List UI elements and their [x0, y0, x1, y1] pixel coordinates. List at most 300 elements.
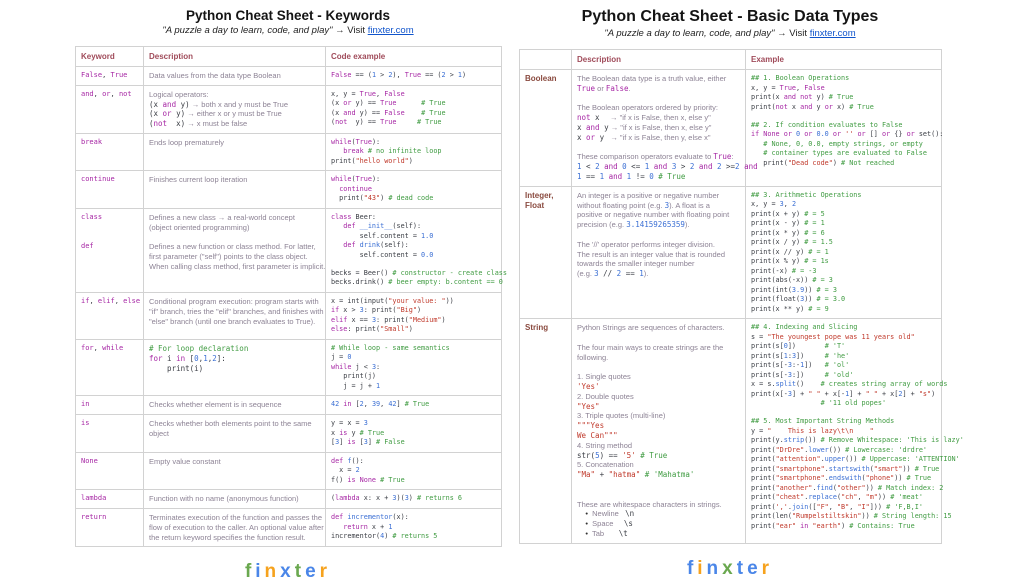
text-segment: String — [525, 323, 549, 333]
text-segment: without floating point (e.g. — [577, 200, 665, 210]
text-segment: not — [153, 119, 168, 129]
text-segment: >= — [721, 162, 736, 172]
text-segment: # True — [828, 93, 854, 101]
text-segment: Defines a new function or class method. For latter, — [149, 242, 316, 252]
text-line — [149, 429, 320, 439]
text-segment: ) — [384, 532, 393, 541]
text-segment: ( — [331, 494, 336, 503]
text-line — [331, 213, 496, 223]
text-segment: and — [81, 89, 94, 98]
text-segment: ). — [684, 220, 690, 230]
text-segment: print(s[- — [751, 361, 788, 370]
text-segment: or — [832, 130, 842, 138]
text-segment: Python Strings are sequences of characters. — [577, 323, 725, 333]
text-segment: + x[- — [820, 389, 846, 398]
text-line — [577, 421, 740, 431]
text-segment: break — [81, 137, 103, 146]
text-line — [577, 500, 740, 510]
text-line — [577, 460, 740, 470]
table-row — [76, 85, 502, 133]
text-segment: , — [857, 493, 866, 502]
text-segment: . — [824, 464, 829, 473]
text-segment: continue — [339, 184, 372, 193]
text-segment: print(s[ — [751, 342, 784, 351]
text-segment: # Match index: 2 — [877, 483, 944, 492]
text-segment: def — [81, 242, 94, 251]
text-segment: 2 — [616, 269, 622, 279]
text-line — [149, 297, 320, 307]
text-segment: x — [331, 428, 340, 437]
data-types-table — [519, 49, 964, 544]
text-segment: # True — [906, 474, 932, 483]
text-segment: \t — [618, 529, 628, 538]
text-segment: ( — [861, 474, 866, 483]
text-segment: )) — [902, 464, 915, 473]
text-segment: '' — [845, 130, 854, 138]
text-segment: • — [577, 519, 593, 529]
text-segment: 3 — [594, 269, 599, 279]
text-segment: ). A float is a — [669, 200, 710, 210]
text-segment: ( — [836, 493, 842, 502]
text-segment: ) — [416, 306, 422, 315]
text-segment — [751, 140, 763, 148]
text-segment: becks = Beer() — [331, 268, 393, 277]
table-header-row — [76, 47, 502, 67]
text-segment: , — [783, 200, 792, 209]
text-segment: or — [857, 130, 866, 138]
text-segment: print( — [751, 464, 776, 473]
text-segment: set(): — [914, 130, 944, 138]
text-segment: # 'ol' — [824, 361, 850, 370]
text-segment: Float — [525, 200, 545, 210]
kw-cell — [76, 415, 144, 453]
text-segment: if — [81, 296, 90, 305]
text-segment: x = int(input( — [331, 296, 389, 305]
text-segment: 4. String method — [577, 440, 633, 450]
text-segment — [751, 149, 763, 157]
text-segment: elif — [331, 315, 348, 324]
text-segment: () — [796, 380, 821, 389]
code-cell — [326, 339, 502, 396]
text-segment: "ch" — [841, 493, 858, 502]
text-segment: lower — [808, 445, 829, 454]
text-segment: print(s[ — [751, 351, 784, 360]
text-line — [81, 242, 138, 252]
text-segment: '5' — [622, 450, 636, 460]
text-line — [331, 297, 496, 307]
text-segment: 1 — [203, 353, 208, 363]
text-segment: str( — [577, 450, 596, 460]
text-segment: print(x[- — [751, 389, 788, 398]
text-line — [751, 238, 936, 248]
code-cell — [326, 171, 502, 209]
text-segment: 3 — [392, 494, 397, 503]
text-segment: • — [577, 509, 593, 519]
text-segment: in — [81, 400, 90, 409]
text-segment: : print( — [363, 306, 397, 315]
text-segment: while — [331, 362, 352, 371]
text-segment: 3. Triple quotes (multi-line) — [577, 411, 666, 421]
text-segment: becks.drink() — [331, 278, 389, 287]
text-line — [331, 316, 496, 326]
text-segment: )) — [877, 493, 891, 502]
text-segment: print( — [751, 493, 776, 502]
text-segment: 1 — [626, 171, 632, 181]
text-segment: # returns 6 — [416, 494, 462, 503]
text-line — [81, 175, 138, 185]
text-segment: , — [207, 353, 213, 363]
text-line — [577, 210, 740, 220]
code-cell — [326, 85, 502, 133]
text-segment: These comparison operators evaluate to — [577, 152, 714, 162]
text-segment: ()) — [804, 436, 821, 445]
desc-cell — [144, 67, 326, 86]
text-line — [331, 419, 496, 429]
text-segment: y) == — [351, 99, 381, 108]
text-segment: ( — [832, 483, 837, 492]
desc-cell — [572, 70, 758, 187]
text-segment — [751, 399, 821, 407]
logo-letter: x — [280, 561, 295, 583]
text-segment: (self): — [380, 241, 409, 250]
text-segment: print(i) — [149, 363, 204, 373]
text-segment: j = j + — [331, 381, 377, 390]
text-segment: 2 — [359, 400, 364, 409]
text-segment: Empty value constant — [149, 456, 221, 466]
text-segment: False — [81, 71, 103, 79]
text-segment: strip — [783, 436, 805, 445]
text-segment: # = 1.5 — [804, 238, 833, 247]
text-line — [577, 84, 740, 94]
code-cell — [326, 292, 502, 339]
text-segment: __init__ — [359, 222, 393, 231]
text-segment: , — [198, 353, 204, 363]
text-segment: # True — [380, 475, 405, 484]
text-line — [149, 317, 320, 327]
text-segment: # = 6 — [804, 228, 825, 237]
text-segment: x == — [347, 315, 372, 324]
desc-cell — [144, 396, 326, 415]
text-segment: and — [608, 171, 623, 181]
text-segment: return — [343, 522, 368, 531]
text-segment: y — [595, 132, 605, 142]
label-cell — [520, 186, 572, 319]
text-segment: Tab — [592, 529, 619, 538]
text-segment: )) — [804, 295, 817, 304]
text-segment: x, y = — [751, 83, 780, 92]
text-segment: following. — [577, 352, 609, 362]
text-segment: 4 — [380, 532, 385, 541]
table-header-row — [520, 50, 942, 70]
text-line — [577, 74, 740, 84]
text-segment: Ends loop prematurely — [149, 137, 225, 147]
text-line — [331, 494, 496, 504]
text-line — [751, 417, 936, 427]
text-segment: (): — [351, 456, 364, 465]
text-line — [331, 278, 503, 288]
text-segment: , — [849, 502, 858, 511]
text-segment: ) — [408, 494, 417, 503]
text-segment: precision (e.g. — [577, 220, 627, 230]
text-segment: endswith — [828, 474, 862, 483]
text-line — [81, 513, 138, 523]
keywords-table-body — [76, 67, 507, 547]
text-line — [577, 240, 740, 250]
table-row — [76, 452, 502, 490]
text-segment: 3 — [791, 351, 797, 360]
logo-letter: e — [305, 561, 320, 583]
text-segment: 3 — [359, 306, 364, 315]
table-row — [76, 396, 502, 415]
text-line — [331, 260, 496, 269]
text-segment: # returns 5 — [392, 532, 438, 541]
text-segment: Conditional program execution: program starts with — [149, 296, 319, 306]
text-line — [751, 200, 936, 210]
text-segment: 42 — [388, 400, 397, 409]
text-segment: x) — [832, 102, 850, 111]
text-line — [751, 436, 964, 446]
code-cell — [326, 415, 502, 453]
text-segment: self.content = — [331, 231, 422, 240]
text-segment: print(x / y) — [751, 238, 805, 247]
text-line — [577, 353, 740, 363]
text-line — [331, 438, 496, 448]
text-segment: ]) — [804, 361, 825, 370]
text-segment: # True — [849, 102, 874, 111]
text-segment: "Medium" — [408, 315, 442, 324]
code-cell — [746, 319, 964, 544]
finxter-link[interactable]: finxter.com — [809, 28, 856, 39]
code-cell — [326, 67, 502, 86]
text-segment: print(x + y) — [751, 209, 805, 218]
text-line — [81, 71, 138, 81]
text-segment: → "if x is False, then y, else x" — [604, 132, 711, 142]
desc-cell — [144, 509, 326, 547]
text-segment: 1 — [639, 269, 644, 279]
text-segment: → either x or y must be True — [185, 109, 282, 119]
text-line — [331, 194, 496, 204]
text-segment: > — [445, 71, 458, 79]
text-line — [331, 157, 496, 167]
text-segment: 2 — [735, 162, 740, 172]
text-segment: "smart" — [873, 464, 903, 473]
text-segment: "The youngest pope was 11 years old" — [767, 332, 915, 341]
text-line — [331, 90, 496, 100]
text-segment: flow of execution to the caller. An optional value after — [149, 522, 324, 532]
text-segment: 3 — [404, 494, 409, 503]
text-line — [751, 219, 936, 229]
text-line — [81, 457, 138, 467]
subtitle-data-types — [519, 28, 941, 39]
text-line — [149, 400, 320, 410]
text-line — [751, 159, 936, 169]
text-segment: Checks whether both elements point to the same — [149, 419, 312, 429]
text-line — [149, 252, 320, 262]
text-line — [751, 74, 936, 84]
text-segment: ]) — [796, 351, 825, 360]
text-segment: ()) — [828, 445, 846, 454]
text-segment: , — [93, 343, 103, 352]
logo-letter: i — [255, 561, 265, 583]
text-line — [81, 296, 141, 307]
text-line — [751, 455, 960, 465]
text-segment: towards the smaller integer number — [577, 259, 695, 269]
kw-cell — [76, 452, 144, 490]
desc-cell — [144, 292, 326, 339]
text-segment: or — [783, 130, 792, 138]
code-cell — [326, 208, 507, 292]
text-line — [331, 457, 496, 467]
text-segment: or — [343, 99, 352, 108]
text-line — [149, 175, 320, 185]
text-segment: j = — [331, 353, 348, 362]
table-row — [76, 509, 502, 547]
text-segment: # Contains: True — [849, 521, 915, 530]
text-segment: s = — [751, 332, 768, 341]
text-segment: not — [800, 93, 813, 101]
text-line — [331, 382, 496, 392]
text-segment: # = 1s — [804, 257, 829, 266]
text-segment: "m" — [865, 493, 878, 502]
text-segment: 3 — [371, 315, 377, 324]
text-line — [331, 232, 496, 242]
text-segment: )( — [396, 494, 405, 503]
text-segment: # True — [416, 118, 442, 127]
text-segment: or — [882, 130, 891, 138]
text-segment: True — [359, 89, 377, 98]
text-line — [751, 121, 936, 131]
table-row — [76, 133, 502, 171]
text-segment: or — [906, 130, 915, 138]
text-segment: # beer empty: b.content == 0 — [388, 278, 503, 287]
text-segment: "43" — [363, 194, 381, 203]
text-segment: (x): — [392, 513, 409, 522]
page-title-data-types: Python Cheat Sheet - Basic Data Types — [581, 8, 879, 25]
text-segment: # Not reached — [841, 158, 895, 167]
arrow-icon: → — [335, 25, 345, 36]
text-segment: 3 — [335, 438, 340, 447]
table-row — [76, 292, 502, 339]
text-segment: , — [89, 296, 98, 305]
text-segment: print( — [751, 102, 776, 111]
text-line — [577, 220, 740, 230]
text-segment: "Dead code" — [787, 158, 833, 167]
text-segment: 3.9 — [791, 285, 805, 294]
logo-letter: n — [706, 557, 723, 579]
text-segment: True — [577, 83, 596, 93]
text-segment: [ — [185, 353, 195, 363]
text-segment: "Big" — [396, 306, 417, 315]
text-segment: ): — [371, 175, 381, 184]
text-segment: or — [586, 132, 596, 142]
text-segment: 1 — [845, 389, 850, 398]
text-segment: An integer is a positive or negative number — [577, 190, 720, 200]
text-segment: print(s[- — [751, 370, 788, 379]
text-segment — [331, 241, 343, 249]
desc-cell — [144, 452, 326, 490]
text-segment: :- — [791, 361, 801, 370]
text-segment — [405, 109, 421, 117]
text-segment: ) — [832, 158, 842, 167]
text-segment: → "if x is False, then x, else y" — [608, 122, 712, 132]
text-segment: 5. Concatenation — [577, 460, 634, 470]
text-segment: if — [331, 306, 340, 315]
text-segment: incrementor — [347, 513, 393, 522]
kw-cell — [76, 171, 144, 209]
text-segment: print( — [751, 158, 788, 167]
text-line — [577, 490, 740, 500]
text-segment: : print( — [376, 315, 409, 324]
text-segment: " " — [808, 389, 821, 398]
text-segment: 42 — [331, 400, 340, 409]
text-segment: 1 — [371, 71, 377, 79]
text-line — [751, 380, 948, 390]
arrow-icon: → — [777, 28, 787, 39]
text-segment: and — [586, 122, 600, 132]
text-line — [331, 147, 496, 157]
text-segment: . — [787, 502, 792, 511]
text-segment: 3.14159265359 — [626, 220, 685, 230]
text-segment: When calling class method, first parameter is implicit. — [149, 261, 326, 271]
text-segment: (x — [149, 99, 163, 109]
text-segment: True — [713, 152, 732, 162]
text-line — [751, 93, 936, 103]
text-line — [751, 84, 936, 94]
text-segment: class — [331, 212, 352, 221]
table-row — [76, 171, 502, 209]
text-segment: → x must be false — [185, 119, 248, 129]
text-segment: True — [380, 99, 397, 108]
code-cell — [326, 396, 502, 415]
text-line — [577, 250, 740, 260]
text-segment: . — [804, 493, 809, 502]
subtitle-visit: Visit — [789, 28, 808, 39]
text-segment: y = — [751, 426, 768, 435]
text-line — [149, 233, 320, 243]
text-line — [577, 382, 740, 392]
text-line — [577, 94, 740, 104]
column-header-keyword: Keyword — [76, 47, 144, 67]
finxter-link[interactable]: finxter.com — [367, 25, 414, 36]
text-segment: 3 — [787, 361, 792, 370]
text-segment: and — [744, 162, 758, 172]
text-segment: upper — [824, 455, 846, 464]
text-segment: 0 — [796, 130, 801, 138]
column-header-code-example: Code example — [326, 47, 502, 67]
text-line — [577, 362, 740, 372]
text-segment: x — [577, 122, 587, 132]
text-line — [751, 409, 936, 418]
text-line — [751, 464, 940, 475]
table-row — [76, 339, 502, 396]
page-title-keywords: Python Cheat Sheet - Keywords — [185, 8, 391, 23]
text-segment: ) — [841, 521, 850, 530]
text-segment: replace — [808, 493, 837, 502]
text-segment: 1 — [388, 522, 393, 531]
text-line — [577, 480, 740, 490]
text-segment: elif — [97, 296, 115, 305]
text-segment: 3 — [664, 200, 670, 210]
text-segment: class — [81, 212, 103, 221]
text-segment: Logical operators: — [149, 89, 209, 99]
text-line — [577, 162, 758, 172]
text-segment: 2 — [595, 162, 600, 172]
text-line — [577, 392, 740, 402]
text-segment: "attention" — [775, 455, 821, 464]
desc-cell — [144, 133, 326, 171]
text-segment: or — [804, 130, 813, 138]
text-segment: # Uppercase: 'ATTENTION' — [861, 455, 960, 464]
